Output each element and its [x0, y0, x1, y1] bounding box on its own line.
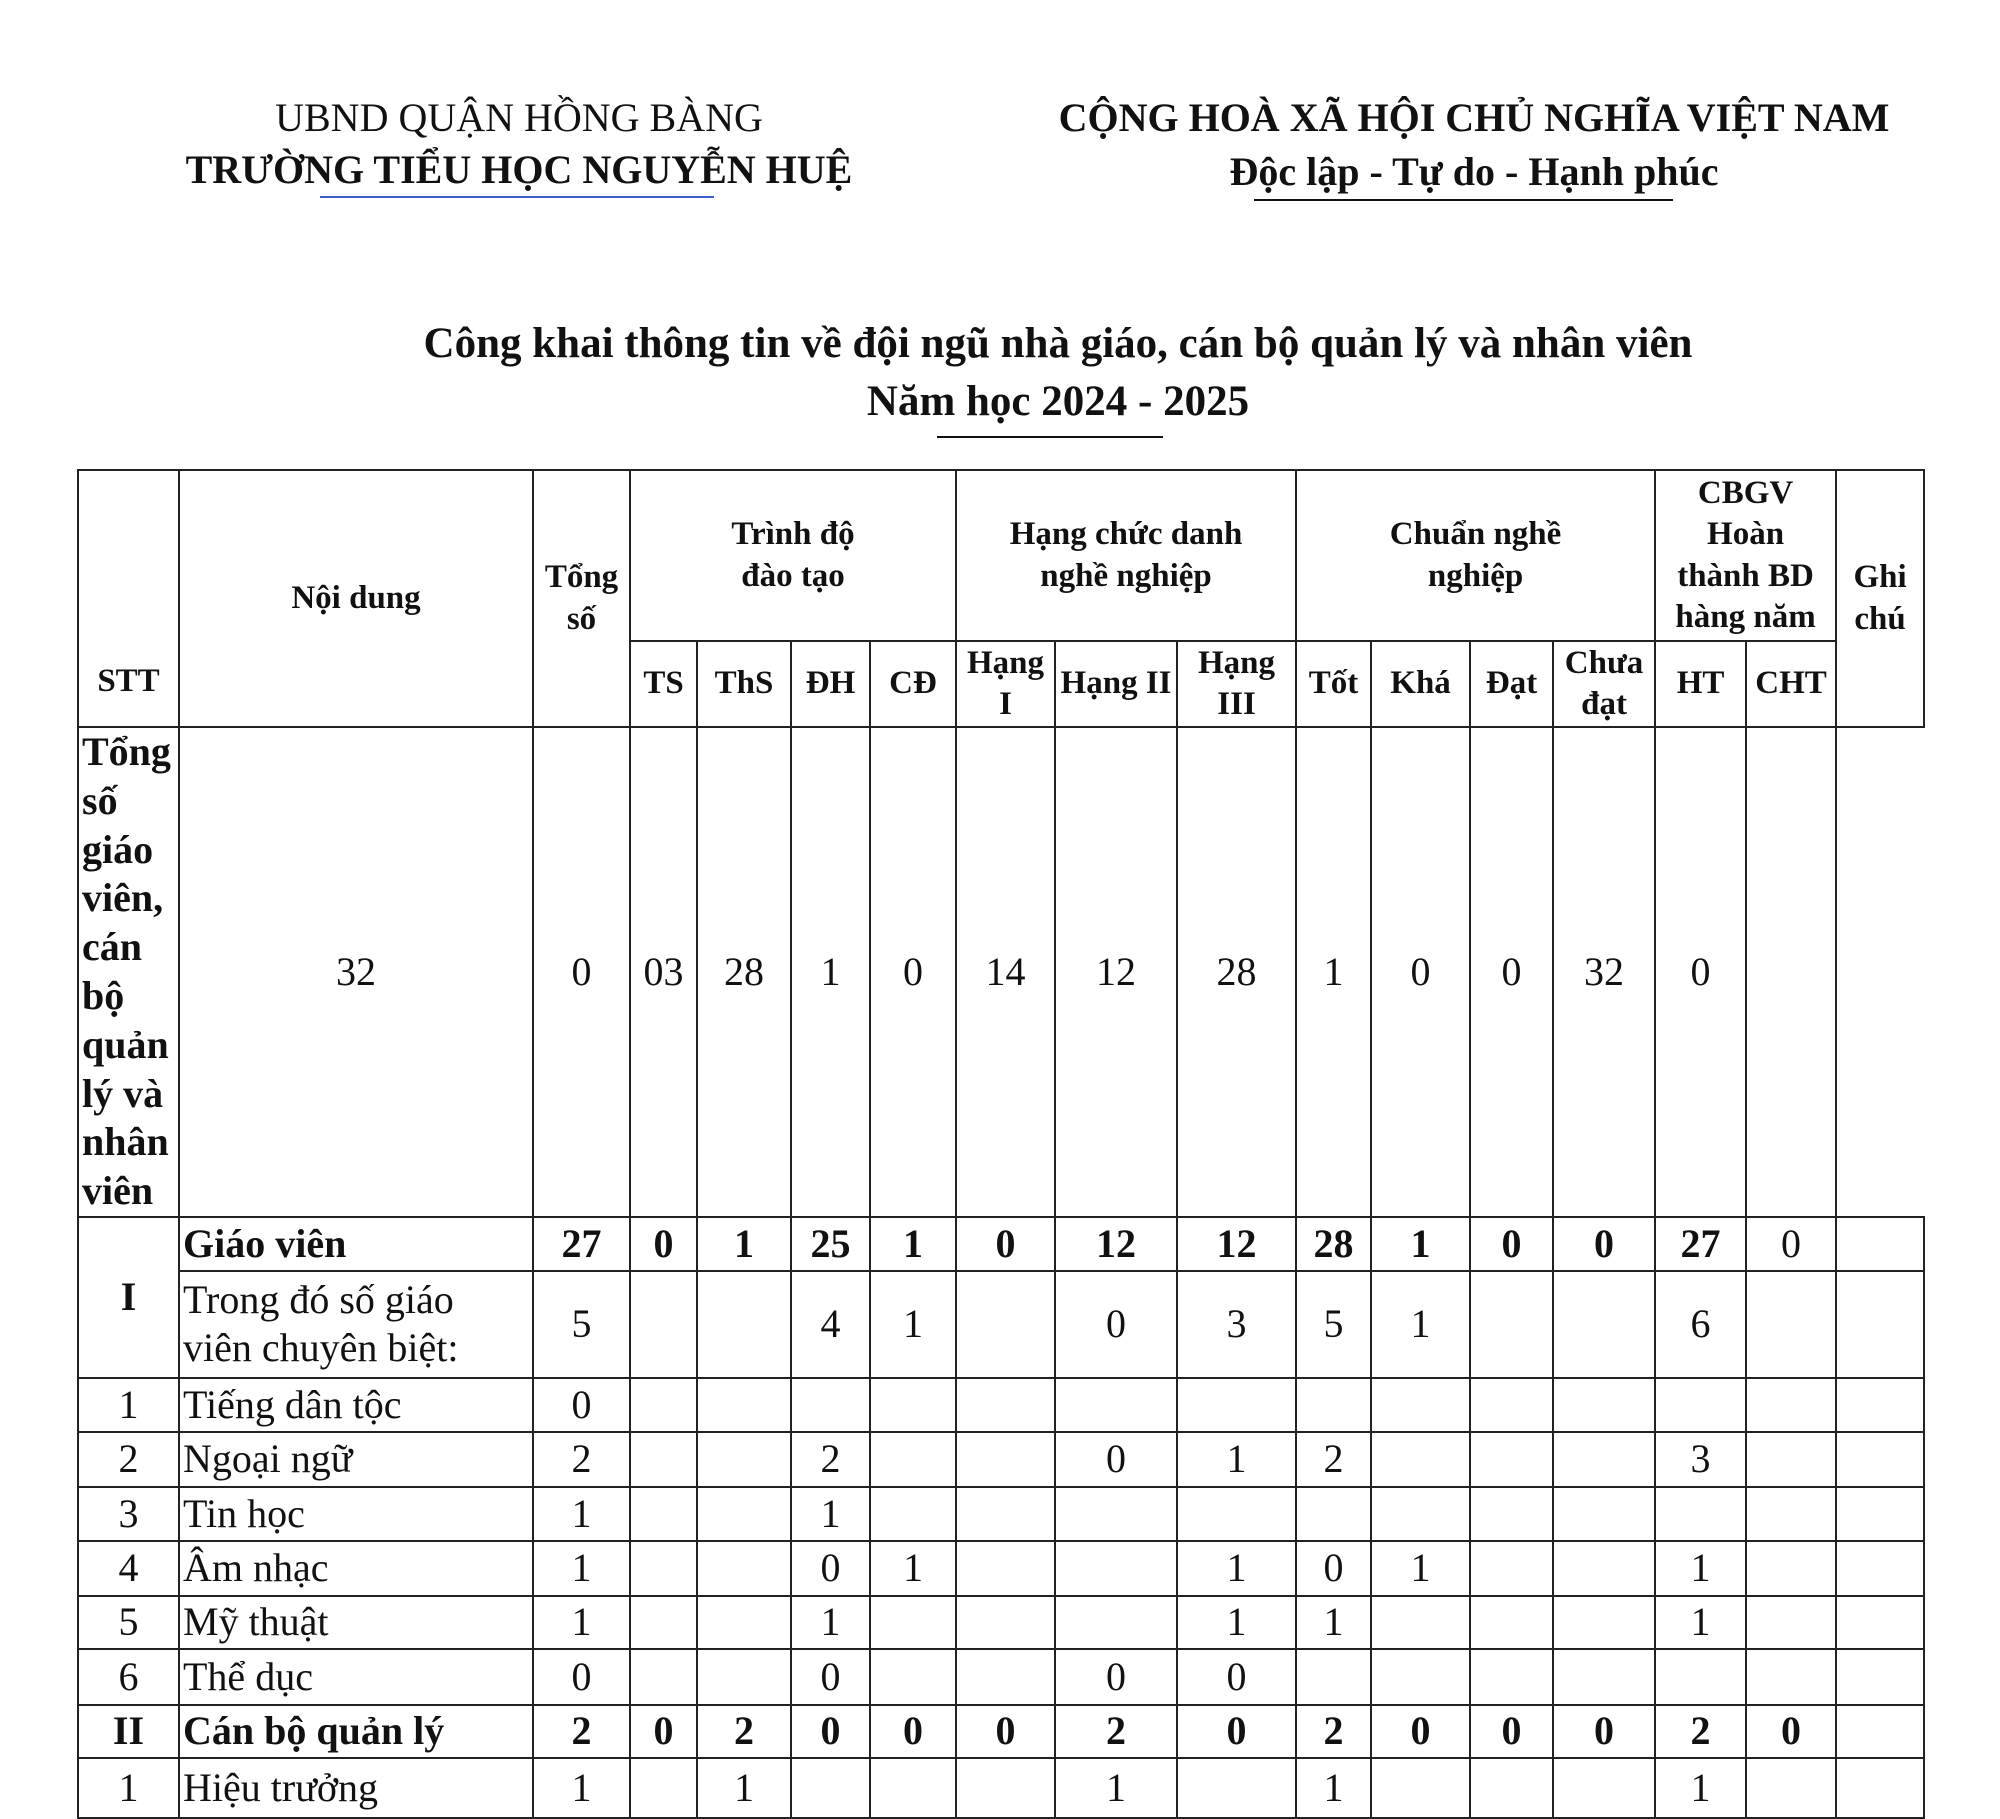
- table-row: [78, 1217, 1924, 1271]
- row-value: [1746, 1487, 1836, 1541]
- row-value: [1655, 1378, 1746, 1432]
- school-name-underline: [320, 196, 714, 198]
- national-motto: Độc lập - Tự do - Hạnh phúc: [1229, 149, 1719, 194]
- row-value: 0: [533, 1378, 630, 1432]
- subheader-hạng-iii: Hạng III: [1177, 641, 1296, 727]
- row-value: [870, 1378, 956, 1432]
- row-value: 12: [1177, 1217, 1296, 1271]
- row-value: 0: [630, 1217, 697, 1271]
- row-value: 1: [1055, 1758, 1177, 1818]
- row-value: [791, 1378, 870, 1432]
- subheader-ht: HT: [1655, 641, 1746, 727]
- row-value: 0: [1553, 1217, 1655, 1271]
- row-value: 0: [630, 1705, 697, 1758]
- row-value: 28: [1296, 1217, 1371, 1271]
- row-value: [956, 1432, 1055, 1487]
- row-value: 0: [1296, 1541, 1371, 1596]
- row-value: [1553, 1378, 1655, 1432]
- row-value: 0: [1553, 1705, 1655, 1758]
- row-value: 3: [1177, 1271, 1296, 1378]
- row-value: 0: [1470, 1705, 1553, 1758]
- row-value: 0: [1055, 1649, 1177, 1705]
- row-value: [1836, 1649, 1924, 1705]
- header-hang: Hạng chức danh nghề nghiệp: [956, 470, 1296, 641]
- row-value: [1553, 1758, 1655, 1818]
- row-value: [630, 1271, 697, 1378]
- row-value: [1836, 1217, 1924, 1271]
- row-value: [956, 1596, 1055, 1649]
- row-value: [1553, 1649, 1655, 1705]
- school-name: TRƯỜNG TIỂU HỌC NGUYỄN HUỆ: [185, 147, 853, 192]
- row-value: 1: [697, 1217, 791, 1271]
- row-value: [1553, 1487, 1655, 1541]
- row-value: [1553, 1271, 1655, 1378]
- row-label: Hiệu trưởng: [179, 1758, 533, 1818]
- row-value: [1371, 1432, 1470, 1487]
- row-value: 1: [1296, 1596, 1371, 1649]
- row-value: [1470, 1541, 1553, 1596]
- row-value: 28: [697, 727, 791, 1217]
- row-value: [1746, 1378, 1836, 1432]
- row-value: [1470, 1596, 1553, 1649]
- row-value: 1: [1371, 1271, 1470, 1378]
- row-value: [956, 1649, 1055, 1705]
- row-value: [1470, 1649, 1553, 1705]
- page-title: Công khai thông tin về đội ngũ nhà giáo, cán bộ quản lý và nhân viên: [423, 320, 1693, 367]
- row-value: 32: [1553, 727, 1655, 1217]
- row-value: [630, 1432, 697, 1487]
- row-value: 5: [533, 1271, 630, 1378]
- row-value: [1470, 1432, 1553, 1487]
- row-value: 32: [179, 727, 533, 1217]
- subheader-ths: ThS: [697, 641, 791, 727]
- row-stt: 1: [78, 1378, 179, 1432]
- row-value: 4: [791, 1271, 870, 1378]
- table-row: [78, 1596, 1924, 1649]
- row-value: [1746, 1541, 1836, 1596]
- row-value: 1: [1296, 1758, 1371, 1818]
- row-stt: 1: [78, 1758, 179, 1818]
- row-value: 0: [1055, 1271, 1177, 1378]
- row-value: [1746, 1758, 1836, 1818]
- row-label: Mỹ thuật: [179, 1596, 533, 1649]
- staff-table: [77, 469, 1925, 1819]
- header-chuan: Chuẩn nghề nghiệp: [1296, 470, 1655, 641]
- title-underline: [937, 436, 1163, 438]
- row-value: [630, 1541, 697, 1596]
- row-value: [1055, 1487, 1177, 1541]
- row-value: [1470, 1271, 1553, 1378]
- row-value: 0: [870, 1705, 956, 1758]
- row-value: [1055, 1541, 1177, 1596]
- subheader-tốt: Tốt: [1296, 641, 1371, 727]
- row-value: 0: [1470, 727, 1553, 1217]
- row-value: 1: [1296, 727, 1371, 1217]
- row-value: [1371, 1378, 1470, 1432]
- table-row: [78, 1649, 1924, 1705]
- subheader-ts: TS: [630, 641, 697, 727]
- header-cbgv: CBGV Hoàn thành BD hàng năm: [1655, 470, 1836, 641]
- row-value: 1: [533, 1596, 630, 1649]
- row-value: 1: [1655, 1596, 1746, 1649]
- row-value: 0: [791, 1541, 870, 1596]
- row-value: [1371, 1487, 1470, 1541]
- header-noi-dung: Nội dung: [179, 470, 533, 727]
- row-value: 25: [791, 1217, 870, 1271]
- table-row: [78, 1541, 1924, 1596]
- row-value: 0: [533, 727, 630, 1217]
- row-value: 0: [1371, 1705, 1470, 1758]
- row-stt: I: [78, 1217, 179, 1378]
- row-stt: II: [78, 1705, 179, 1758]
- row-value: [1746, 1649, 1836, 1705]
- subheader-chưa-đạt: Chưa đạt: [1553, 641, 1655, 727]
- row-value: [1836, 1378, 1924, 1432]
- row-value: 0: [1371, 727, 1470, 1217]
- row-value: [697, 1541, 791, 1596]
- row-label: Ngoại ngữ: [179, 1432, 533, 1487]
- subheader-đạt: Đạt: [1470, 641, 1553, 727]
- row-value: 1: [870, 1541, 956, 1596]
- row-value: [956, 1378, 1055, 1432]
- row-value: [1177, 1378, 1296, 1432]
- table-row: [78, 1271, 1924, 1378]
- row-value: 3: [1655, 1432, 1746, 1487]
- row-value: 27: [1655, 1217, 1746, 1271]
- row-value: 0: [1746, 1217, 1836, 1271]
- row-value: 0: [956, 1705, 1055, 1758]
- header-ghi-chu: Ghi chú: [1836, 470, 1924, 727]
- header-tong-so: Tổng số: [533, 470, 630, 727]
- row-value: [630, 1487, 697, 1541]
- row-value: 0: [956, 1217, 1055, 1271]
- row-value: [1470, 1378, 1553, 1432]
- row-value: [1470, 1487, 1553, 1541]
- row-value: [630, 1378, 697, 1432]
- row-value: [1655, 1649, 1746, 1705]
- row-value: [1746, 1271, 1836, 1378]
- row-value: 1: [1177, 1432, 1296, 1487]
- row-value: [1553, 1596, 1655, 1649]
- motto-underline: [1254, 199, 1673, 201]
- row-value: [1836, 1705, 1924, 1758]
- row-value: [870, 1487, 956, 1541]
- row-value: [1836, 1487, 1924, 1541]
- row-value: 0: [1055, 1432, 1177, 1487]
- table-row: [78, 1705, 1924, 1758]
- row-value: 0: [1746, 1705, 1836, 1758]
- row-value: [630, 1758, 697, 1818]
- district-name: UBND QUẬN HỒNG BÀNG: [275, 95, 763, 140]
- row-label: Cán bộ quản lý: [179, 1705, 533, 1758]
- header-stt: STT: [78, 470, 179, 727]
- row-value: [956, 1758, 1055, 1818]
- row-value: 1: [533, 1758, 630, 1818]
- subheader-đh: ĐH: [791, 641, 870, 727]
- row-value: 14: [956, 727, 1055, 1217]
- row-label: Tin học: [179, 1487, 533, 1541]
- table-row: [78, 1487, 1924, 1541]
- row-value: [1055, 1596, 1177, 1649]
- row-value: [1470, 1758, 1553, 1818]
- subheader-hạng-i: Hạng I: [956, 641, 1055, 727]
- row-value: 2: [1055, 1705, 1177, 1758]
- row-value: 0: [1177, 1705, 1296, 1758]
- row-value: [1746, 727, 1836, 1217]
- row-value: 1: [791, 1487, 870, 1541]
- row-value: 1: [1655, 1758, 1746, 1818]
- row-value: [697, 1596, 791, 1649]
- row-value: 0: [1655, 727, 1746, 1217]
- row-value: [1836, 1541, 1924, 1596]
- row-value: 12: [1055, 727, 1177, 1217]
- row-stt: 6: [78, 1649, 179, 1705]
- row-value: 2: [533, 1432, 630, 1487]
- row-value: 2: [1296, 1432, 1371, 1487]
- subheader-khá: Khá: [1371, 641, 1470, 727]
- row-value: 1: [791, 727, 870, 1217]
- row-label: Âm nhạc: [179, 1541, 533, 1596]
- row-stt: 5: [78, 1596, 179, 1649]
- row-value: [697, 1487, 791, 1541]
- row-value: [630, 1596, 697, 1649]
- row-value: [870, 1432, 956, 1487]
- row-value: 1: [1177, 1541, 1296, 1596]
- row-value: 1: [791, 1596, 870, 1649]
- subheader-cht: CHT: [1746, 641, 1836, 727]
- row-value: 2: [697, 1705, 791, 1758]
- row-stt: 2: [78, 1432, 179, 1487]
- row-value: [956, 1541, 1055, 1596]
- row-value: 03: [630, 727, 697, 1217]
- row-value: 1: [1177, 1596, 1296, 1649]
- row-value: [630, 1649, 697, 1705]
- row-value: [870, 1596, 956, 1649]
- row-value: [697, 1271, 791, 1378]
- table-row: [78, 727, 1924, 1217]
- row-value: 12: [1055, 1217, 1177, 1271]
- row-value: 0: [533, 1649, 630, 1705]
- row-value: 0: [1177, 1649, 1296, 1705]
- row-value: 2: [1655, 1705, 1746, 1758]
- row-label: Thể dục: [179, 1649, 533, 1705]
- table-row: [78, 1758, 1924, 1818]
- row-value: [956, 1271, 1055, 1378]
- row-value: 2: [533, 1705, 630, 1758]
- row-value: 5: [1296, 1271, 1371, 1378]
- row-value: 0: [870, 727, 956, 1217]
- row-value: 1: [533, 1541, 630, 1596]
- table-row: [78, 1378, 1924, 1432]
- row-value: [870, 1758, 956, 1818]
- row-value: 1: [870, 1271, 956, 1378]
- row-value: [1746, 1596, 1836, 1649]
- row-value: [1553, 1432, 1655, 1487]
- row-value: 1: [697, 1758, 791, 1818]
- row-value: [1371, 1758, 1470, 1818]
- row-value: 1: [1371, 1217, 1470, 1271]
- row-stt: 3: [78, 1487, 179, 1541]
- row-value: [1836, 1432, 1924, 1487]
- row-value: [1836, 1596, 1924, 1649]
- row-value: 1: [1371, 1541, 1470, 1596]
- row-value: 0: [791, 1649, 870, 1705]
- row-value: [1655, 1487, 1746, 1541]
- subheader-cđ: CĐ: [870, 641, 956, 727]
- row-value: [697, 1378, 791, 1432]
- row-value: [1296, 1378, 1371, 1432]
- row-value: [870, 1649, 956, 1705]
- row-value: [1553, 1541, 1655, 1596]
- row-value: [1177, 1487, 1296, 1541]
- row-value: [1177, 1758, 1296, 1818]
- row-label: Trong đó số giáo viên chuyên biệt:: [179, 1271, 533, 1378]
- row-label: Giáo viên: [179, 1217, 533, 1271]
- row-value: [1371, 1596, 1470, 1649]
- row-value: [697, 1649, 791, 1705]
- row-value: [1296, 1649, 1371, 1705]
- row-value: [697, 1432, 791, 1487]
- subheader-hạng-ii: Hạng II: [1055, 641, 1177, 727]
- row-value: 1: [870, 1217, 956, 1271]
- row-stt: 4: [78, 1541, 179, 1596]
- row-value: [956, 1487, 1055, 1541]
- row-value: [1055, 1378, 1177, 1432]
- school-year: Năm học 2024 - 2025: [866, 378, 1250, 425]
- row-value: [1746, 1432, 1836, 1487]
- table-row: [78, 1432, 1924, 1487]
- row-label: Tổng số giáo viên, cán bộ quản lý và nhân viên: [78, 727, 179, 1217]
- row-value: [1371, 1649, 1470, 1705]
- row-value: [791, 1758, 870, 1818]
- row-value: 27: [533, 1217, 630, 1271]
- row-value: 2: [791, 1432, 870, 1487]
- row-label: Tiếng dân tộc: [179, 1378, 533, 1432]
- row-value: [1836, 1758, 1924, 1818]
- row-value: [1836, 1271, 1924, 1378]
- row-value: 2: [1296, 1705, 1371, 1758]
- row-value: 28: [1177, 727, 1296, 1217]
- row-value: 6: [1655, 1271, 1746, 1378]
- row-value: 1: [1655, 1541, 1746, 1596]
- row-value: 0: [791, 1705, 870, 1758]
- header-trinh-do: Trình độ đào tạo: [630, 470, 956, 641]
- row-value: 1: [533, 1487, 630, 1541]
- country-name: CỘNG HOÀ XÃ HỘI CHỦ NGHĨA VIỆT NAM: [1058, 95, 1890, 140]
- row-value: 0: [1470, 1217, 1553, 1271]
- row-value: [1296, 1487, 1371, 1541]
